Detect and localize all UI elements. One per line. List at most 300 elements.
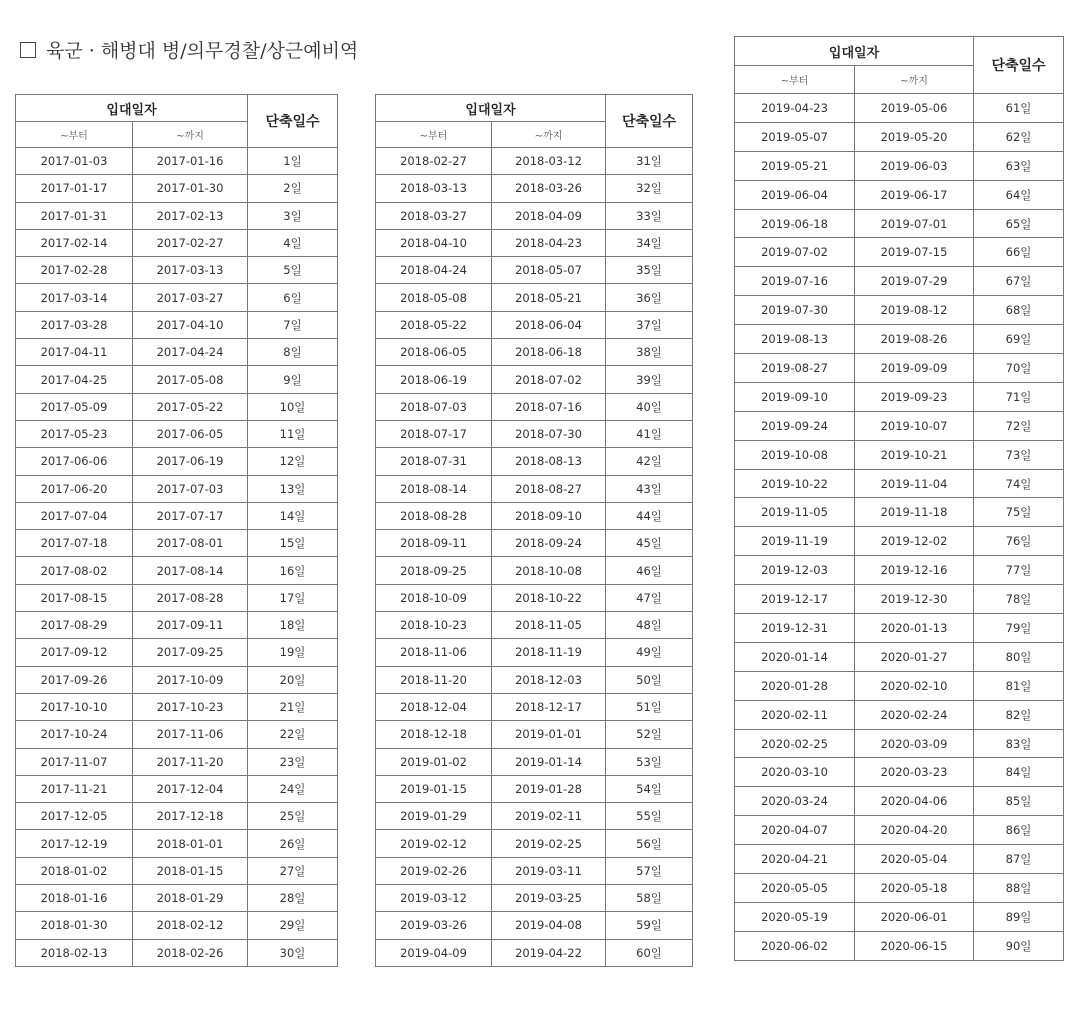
days-cell: 28일: [248, 885, 338, 912]
table-row: [376, 584, 693, 611]
page-title: [20, 36, 358, 63]
table-row: [735, 94, 1064, 123]
end-date-cell: 2017-01-30: [133, 175, 248, 202]
days-cell: 22일: [248, 721, 338, 748]
start-date-cell: 2017-10-10: [16, 693, 133, 720]
start-date-cell: 2017-07-18: [16, 530, 133, 557]
table-row: [376, 393, 693, 420]
start-date-cell: 2020-03-24: [735, 787, 855, 816]
start-date-cell: 2020-02-11: [735, 700, 855, 729]
table-row: [376, 557, 693, 584]
table-row: [735, 787, 1064, 816]
start-date-cell: 2020-01-14: [735, 642, 855, 671]
days-cell: 16일: [248, 557, 338, 584]
start-date-cell: 2019-01-15: [376, 775, 492, 802]
start-date-cell: 2020-04-07: [735, 816, 855, 845]
end-date-cell: 2019-02-25: [492, 830, 606, 857]
days-cell: 34일: [606, 229, 693, 256]
end-date-cell: 2019-08-12: [855, 296, 974, 325]
days-cell: 73일: [974, 440, 1064, 469]
end-date-cell: 2020-01-13: [855, 614, 974, 643]
table-row: [16, 830, 338, 857]
table-row: [16, 202, 338, 229]
end-date-cell: 2019-04-08: [492, 912, 606, 939]
table-row: [376, 366, 693, 393]
days-cell: 13일: [248, 475, 338, 502]
days-cell: 2일: [248, 175, 338, 202]
days-cell: 29일: [248, 912, 338, 939]
table-row: [376, 502, 693, 529]
start-date-cell: 2020-03-10: [735, 758, 855, 787]
table-row: [16, 666, 338, 693]
end-date-cell: 2019-01-14: [492, 748, 606, 775]
days-cell: 88일: [974, 874, 1064, 903]
days-cell: 64일: [974, 180, 1064, 209]
start-date-cell: 2019-02-12: [376, 830, 492, 857]
end-date-cell: 2018-08-27: [492, 475, 606, 502]
end-date-cell: 2018-02-26: [133, 939, 248, 966]
end-date-cell: 2019-05-20: [855, 122, 974, 151]
table-row: [735, 209, 1064, 238]
days-cell: 43일: [606, 475, 693, 502]
days-cell: 5일: [248, 257, 338, 284]
table-row: [16, 339, 338, 366]
start-date-cell: 2018-06-19: [376, 366, 492, 393]
days-cell: 18일: [248, 612, 338, 639]
start-date-cell: 2018-08-28: [376, 502, 492, 529]
start-date-cell: 2017-08-15: [16, 584, 133, 611]
table-row: [376, 420, 693, 447]
days-cell: 56일: [606, 830, 693, 857]
table-row: [735, 816, 1064, 845]
start-date-cell: 2017-12-05: [16, 803, 133, 830]
days-cell: 12일: [248, 448, 338, 475]
end-date-cell: 2017-10-23: [133, 693, 248, 720]
table-row: [735, 382, 1064, 411]
start-date-cell: 2018-12-04: [376, 693, 492, 720]
start-date-cell: 2017-02-28: [16, 257, 133, 284]
days-cell: 86일: [974, 816, 1064, 845]
days-cell: 26일: [248, 830, 338, 857]
start-date-cell: 2018-01-30: [16, 912, 133, 939]
end-date-cell: 2018-04-23: [492, 229, 606, 256]
table-row: [376, 721, 693, 748]
table-row: [735, 325, 1064, 354]
end-date-cell: 2019-07-29: [855, 267, 974, 296]
end-date-cell: 2017-11-06: [133, 721, 248, 748]
start-date-cell: 2017-03-14: [16, 284, 133, 311]
table-row: [376, 530, 693, 557]
start-date-cell: 2018-02-27: [376, 148, 492, 175]
end-date-cell: 2017-03-13: [133, 257, 248, 284]
start-date-cell: 2017-01-31: [16, 202, 133, 229]
end-date-cell: 2018-02-12: [133, 912, 248, 939]
end-date-cell: 2017-02-27: [133, 229, 248, 256]
days-cell: 90일: [974, 931, 1064, 960]
table-row: [376, 284, 693, 311]
start-date-cell: 2017-07-04: [16, 502, 133, 529]
table-row: [735, 729, 1064, 758]
end-date-cell: 2019-01-01: [492, 721, 606, 748]
start-date-cell: 2019-01-02: [376, 748, 492, 775]
days-cell: 70일: [974, 354, 1064, 383]
table-row: [16, 502, 338, 529]
days-cell: 35일: [606, 257, 693, 284]
start-date-cell: 2019-10-22: [735, 469, 855, 498]
days-cell: 10일: [248, 393, 338, 420]
end-date-cell: 2018-01-29: [133, 885, 248, 912]
days-cell: 89일: [974, 902, 1064, 931]
start-date-cell: 2017-01-17: [16, 175, 133, 202]
table-row: [376, 830, 693, 857]
days-cell: 42일: [606, 448, 693, 475]
start-date-cell: 2020-02-25: [735, 729, 855, 758]
start-date-cell: 2018-06-05: [376, 339, 492, 366]
start-date-cell: 2018-11-20: [376, 666, 492, 693]
end-date-cell: 2017-10-09: [133, 666, 248, 693]
table-row: [16, 803, 338, 830]
start-date-cell: 2020-05-05: [735, 874, 855, 903]
table-row: [735, 469, 1064, 498]
header-days: 단축일수: [974, 37, 1064, 94]
table-row: [16, 366, 338, 393]
end-date-cell: 2018-07-16: [492, 393, 606, 420]
end-date-cell: 2018-12-03: [492, 666, 606, 693]
header-from: ~부터: [16, 122, 133, 148]
days-cell: 83일: [974, 729, 1064, 758]
days-cell: 31일: [606, 148, 693, 175]
start-date-cell: 2019-07-02: [735, 238, 855, 267]
table-row: [735, 556, 1064, 585]
table-row: [16, 229, 338, 256]
start-date-cell: 2017-03-28: [16, 311, 133, 338]
table-row: [735, 614, 1064, 643]
start-date-cell: 2019-02-26: [376, 857, 492, 884]
table-row: [735, 411, 1064, 440]
days-cell: 6일: [248, 284, 338, 311]
start-date-cell: 2019-04-23: [735, 94, 855, 123]
start-date-cell: 2017-08-29: [16, 612, 133, 639]
start-date-cell: 2019-12-17: [735, 585, 855, 614]
days-cell: 3일: [248, 202, 338, 229]
end-date-cell: 2018-04-09: [492, 202, 606, 229]
end-date-cell: 2017-02-13: [133, 202, 248, 229]
start-date-cell: 2017-06-20: [16, 475, 133, 502]
end-date-cell: 2017-04-24: [133, 339, 248, 366]
days-cell: 62일: [974, 122, 1064, 151]
table-row: [735, 238, 1064, 267]
table-row: [376, 857, 693, 884]
end-date-cell: 2017-07-03: [133, 475, 248, 502]
table-row: [735, 700, 1064, 729]
days-cell: 77일: [974, 556, 1064, 585]
end-date-cell: 2017-12-04: [133, 775, 248, 802]
days-cell: 72일: [974, 411, 1064, 440]
table-row: [376, 748, 693, 775]
end-date-cell: 2020-06-01: [855, 902, 974, 931]
table-row: [16, 311, 338, 338]
end-date-cell: 2019-12-30: [855, 585, 974, 614]
end-date-cell: 2017-06-05: [133, 420, 248, 447]
end-date-cell: 2019-08-26: [855, 325, 974, 354]
end-date-cell: 2020-01-27: [855, 642, 974, 671]
table-row: [735, 931, 1064, 960]
start-date-cell: 2018-09-25: [376, 557, 492, 584]
table-row: [376, 693, 693, 720]
end-date-cell: 2019-03-25: [492, 885, 606, 912]
days-cell: 45일: [606, 530, 693, 557]
start-date-cell: 2017-01-03: [16, 148, 133, 175]
start-date-cell: 2017-08-02: [16, 557, 133, 584]
table-row: [376, 639, 693, 666]
end-date-cell: 2019-12-02: [855, 527, 974, 556]
start-date-cell: 2020-04-21: [735, 845, 855, 874]
end-date-cell: 2018-11-05: [492, 612, 606, 639]
end-date-cell: 2018-11-19: [492, 639, 606, 666]
days-cell: 51일: [606, 693, 693, 720]
days-cell: 32일: [606, 175, 693, 202]
days-cell: 84일: [974, 758, 1064, 787]
start-date-cell: 2019-03-12: [376, 885, 492, 912]
end-date-cell: 2017-08-01: [133, 530, 248, 557]
table-row: [16, 475, 338, 502]
table-row: [376, 912, 693, 939]
start-date-cell: 2019-12-31: [735, 614, 855, 643]
days-cell: 74일: [974, 469, 1064, 498]
days-cell: 85일: [974, 787, 1064, 816]
end-date-cell: 2017-07-17: [133, 502, 248, 529]
shortening-table-1: [15, 94, 338, 967]
start-date-cell: 2018-07-31: [376, 448, 492, 475]
end-date-cell: 2020-02-24: [855, 700, 974, 729]
days-cell: 69일: [974, 325, 1064, 354]
days-cell: 14일: [248, 502, 338, 529]
end-date-cell: 2019-06-03: [855, 151, 974, 180]
start-date-cell: 2018-04-10: [376, 229, 492, 256]
days-cell: 67일: [974, 267, 1064, 296]
table-row: [735, 296, 1064, 325]
table-row: [16, 748, 338, 775]
days-cell: 75일: [974, 498, 1064, 527]
header-to: ~까지: [133, 122, 248, 148]
days-cell: 52일: [606, 721, 693, 748]
end-date-cell: 2020-06-15: [855, 931, 974, 960]
start-date-cell: 2017-05-23: [16, 420, 133, 447]
end-date-cell: 2018-12-17: [492, 693, 606, 720]
start-date-cell: 2018-01-16: [16, 885, 133, 912]
days-cell: 17일: [248, 584, 338, 611]
table-row: [376, 339, 693, 366]
table-row: [376, 612, 693, 639]
days-cell: 8일: [248, 339, 338, 366]
table-row: [16, 693, 338, 720]
table-row: [376, 666, 693, 693]
start-date-cell: 2017-04-25: [16, 366, 133, 393]
start-date-cell: 2018-07-17: [376, 420, 492, 447]
start-date-cell: 2018-05-08: [376, 284, 492, 311]
start-date-cell: 2018-02-13: [16, 939, 133, 966]
days-cell: 80일: [974, 642, 1064, 671]
end-date-cell: 2020-05-18: [855, 874, 974, 903]
table-row: [376, 257, 693, 284]
days-cell: 55일: [606, 803, 693, 830]
days-cell: 4일: [248, 229, 338, 256]
start-date-cell: 2017-02-14: [16, 229, 133, 256]
header-days: 단축일수: [606, 95, 693, 148]
header-to: ~까지: [492, 122, 606, 148]
table-row: [735, 642, 1064, 671]
days-cell: 49일: [606, 639, 693, 666]
days-cell: 30일: [248, 939, 338, 966]
end-date-cell: 2018-07-30: [492, 420, 606, 447]
days-cell: 82일: [974, 700, 1064, 729]
end-date-cell: 2019-09-23: [855, 382, 974, 411]
table-row: [376, 475, 693, 502]
table-row: [735, 527, 1064, 556]
table-row: [16, 557, 338, 584]
days-cell: 23일: [248, 748, 338, 775]
end-date-cell: 2018-03-12: [492, 148, 606, 175]
table-row: [735, 758, 1064, 787]
start-date-cell: 2017-05-09: [16, 393, 133, 420]
start-date-cell: 2017-11-07: [16, 748, 133, 775]
start-date-cell: 2020-05-19: [735, 902, 855, 931]
end-date-cell: 2019-04-22: [492, 939, 606, 966]
start-date-cell: 2018-01-02: [16, 857, 133, 884]
checkbox-icon: [20, 42, 36, 58]
days-cell: 11일: [248, 420, 338, 447]
days-cell: 71일: [974, 382, 1064, 411]
days-cell: 33일: [606, 202, 693, 229]
days-cell: 27일: [248, 857, 338, 884]
end-date-cell: 2018-10-22: [492, 584, 606, 611]
end-date-cell: 2019-05-06: [855, 94, 974, 123]
end-date-cell: 2017-04-10: [133, 311, 248, 338]
header-from: ~부터: [735, 66, 855, 94]
days-cell: 65일: [974, 209, 1064, 238]
days-cell: 38일: [606, 339, 693, 366]
end-date-cell: 2017-08-28: [133, 584, 248, 611]
end-date-cell: 2018-05-07: [492, 257, 606, 284]
header-enlist-date: 입대일자: [735, 37, 974, 66]
days-cell: 7일: [248, 311, 338, 338]
table-row: [16, 885, 338, 912]
start-date-cell: 2018-04-24: [376, 257, 492, 284]
days-cell: 44일: [606, 502, 693, 529]
table-row: [16, 857, 338, 884]
table-row: [16, 420, 338, 447]
days-cell: 40일: [606, 393, 693, 420]
table-row: [16, 175, 338, 202]
shortening-table-2: [375, 94, 693, 967]
table-row: [376, 202, 693, 229]
end-date-cell: 2017-05-08: [133, 366, 248, 393]
table-row: [376, 229, 693, 256]
end-date-cell: 2018-01-01: [133, 830, 248, 857]
start-date-cell: 2019-11-05: [735, 498, 855, 527]
days-cell: 1일: [248, 148, 338, 175]
table-row: [16, 448, 338, 475]
days-cell: 20일: [248, 666, 338, 693]
start-date-cell: 2019-01-29: [376, 803, 492, 830]
end-date-cell: 2019-03-11: [492, 857, 606, 884]
table-row: [735, 151, 1064, 180]
start-date-cell: 2020-01-28: [735, 671, 855, 700]
end-date-cell: 2020-04-06: [855, 787, 974, 816]
table-row: [16, 584, 338, 611]
table-row: [16, 775, 338, 802]
end-date-cell: 2018-09-10: [492, 502, 606, 529]
end-date-cell: 2018-09-24: [492, 530, 606, 557]
days-cell: 60일: [606, 939, 693, 966]
days-cell: 54일: [606, 775, 693, 802]
start-date-cell: 2018-10-09: [376, 584, 492, 611]
start-date-cell: 2019-09-10: [735, 382, 855, 411]
end-date-cell: 2018-05-21: [492, 284, 606, 311]
start-date-cell: 2017-11-21: [16, 775, 133, 802]
days-cell: 19일: [248, 639, 338, 666]
start-date-cell: 2019-05-07: [735, 122, 855, 151]
end-date-cell: 2019-11-18: [855, 498, 974, 527]
end-date-cell: 2017-05-22: [133, 393, 248, 420]
shortening-table-3: [734, 36, 1064, 961]
days-cell: 46일: [606, 557, 693, 584]
table-row: [735, 267, 1064, 296]
days-cell: 57일: [606, 857, 693, 884]
table-row: [735, 671, 1064, 700]
start-date-cell: 2018-08-14: [376, 475, 492, 502]
end-date-cell: 2020-02-10: [855, 671, 974, 700]
end-date-cell: 2017-01-16: [133, 148, 248, 175]
end-date-cell: 2020-03-09: [855, 729, 974, 758]
days-cell: 21일: [248, 693, 338, 720]
days-cell: 79일: [974, 614, 1064, 643]
days-cell: 25일: [248, 803, 338, 830]
end-date-cell: 2019-02-11: [492, 803, 606, 830]
table-row: [16, 148, 338, 175]
table-row: [376, 939, 693, 966]
start-date-cell: 2019-09-24: [735, 411, 855, 440]
table-row: [735, 440, 1064, 469]
end-date-cell: 2018-08-13: [492, 448, 606, 475]
end-date-cell: 2017-11-20: [133, 748, 248, 775]
start-date-cell: 2017-12-19: [16, 830, 133, 857]
end-date-cell: 2019-06-17: [855, 180, 974, 209]
days-cell: 24일: [248, 775, 338, 802]
days-cell: 61일: [974, 94, 1064, 123]
start-date-cell: 2019-03-26: [376, 912, 492, 939]
days-cell: 15일: [248, 530, 338, 557]
table-row: [16, 912, 338, 939]
days-cell: 53일: [606, 748, 693, 775]
end-date-cell: 2018-07-02: [492, 366, 606, 393]
table-row: [735, 354, 1064, 383]
days-cell: 59일: [606, 912, 693, 939]
table-row: [376, 448, 693, 475]
days-cell: 76일: [974, 527, 1064, 556]
header-days: 단축일수: [248, 95, 338, 148]
table-row: [735, 845, 1064, 874]
start-date-cell: 2017-09-12: [16, 639, 133, 666]
days-cell: 81일: [974, 671, 1064, 700]
end-date-cell: 2019-01-28: [492, 775, 606, 802]
start-date-cell: 2018-10-23: [376, 612, 492, 639]
end-date-cell: 2018-06-18: [492, 339, 606, 366]
start-date-cell: 2018-11-06: [376, 639, 492, 666]
end-date-cell: 2019-10-07: [855, 411, 974, 440]
days-cell: 48일: [606, 612, 693, 639]
start-date-cell: 2017-06-06: [16, 448, 133, 475]
